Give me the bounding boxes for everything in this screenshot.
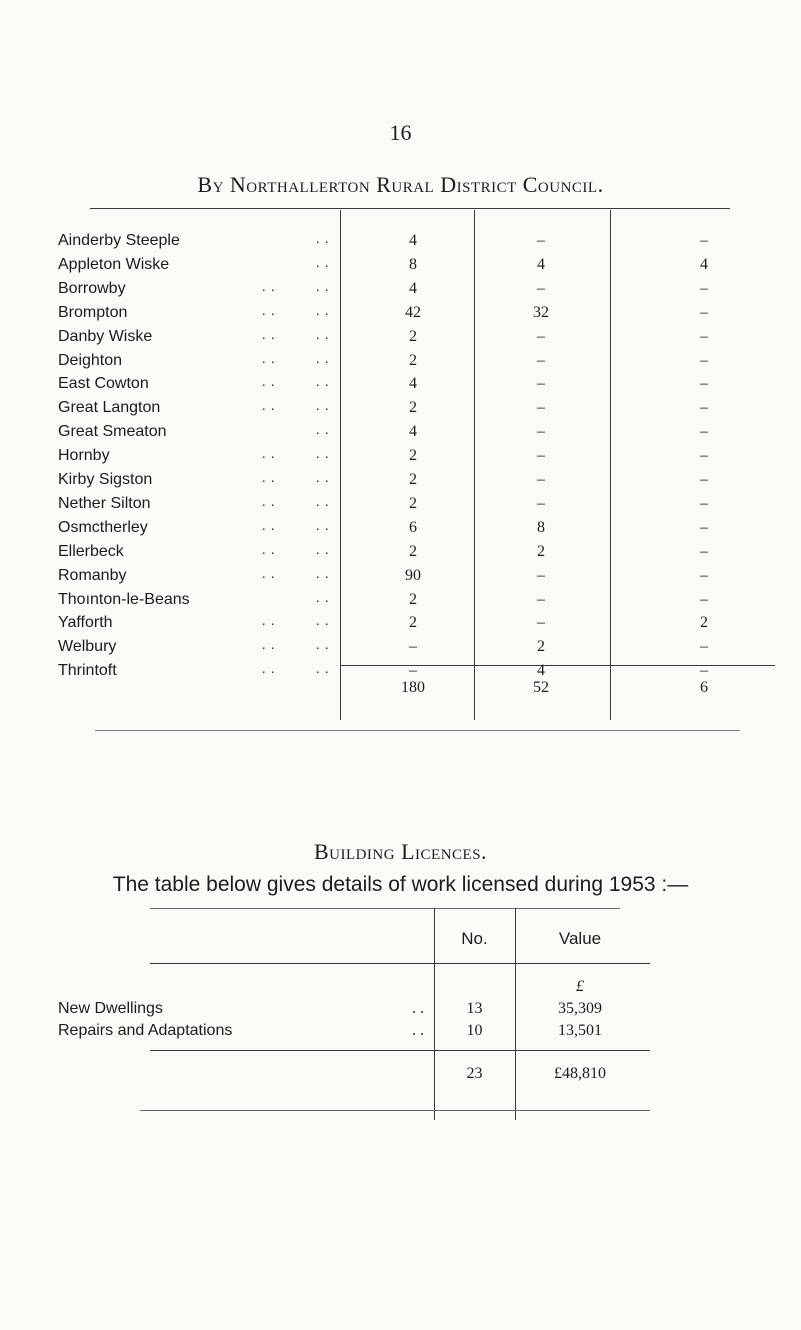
row-name: Ellerbeck bbox=[58, 542, 124, 560]
row-name: Thoınton-le-Beans bbox=[58, 590, 190, 608]
leader-dots: . . bbox=[262, 662, 276, 678]
table-bottom-rule bbox=[95, 730, 740, 731]
cell-c1: 2 bbox=[409, 494, 417, 512]
cell-c3: – bbox=[700, 494, 708, 512]
cell-c1: 4 bbox=[409, 279, 417, 297]
cell-c3: – bbox=[700, 590, 708, 608]
cell-c3: – bbox=[700, 447, 708, 465]
table-row bbox=[0, 543, 801, 567]
table-row bbox=[0, 638, 801, 662]
leader-dots: . . bbox=[316, 279, 330, 295]
total-c2: 52 bbox=[533, 679, 549, 696]
leader-dots: . . bbox=[316, 566, 330, 582]
table-row bbox=[0, 399, 801, 423]
header-rule bbox=[150, 963, 650, 964]
row-no: 10 bbox=[466, 1022, 483, 1039]
cell-c3: – bbox=[700, 518, 708, 536]
leader-dots: . . bbox=[316, 518, 330, 534]
cell-c2: – bbox=[537, 232, 545, 249]
cell-c3: – bbox=[700, 471, 708, 488]
cell-c2: 8 bbox=[537, 518, 545, 536]
leader-dots: . . bbox=[316, 375, 330, 391]
cell-c2: – bbox=[537, 327, 545, 345]
cell-c2: – bbox=[537, 566, 545, 584]
table-row bbox=[0, 232, 801, 256]
cell-c1: – bbox=[409, 638, 417, 656]
cell-c1: 8 bbox=[409, 255, 417, 273]
row-no: 13 bbox=[466, 1000, 483, 1017]
row-label: New Dwellings bbox=[58, 1000, 163, 1017]
cell-c2: – bbox=[537, 351, 545, 369]
totals-row bbox=[0, 679, 801, 703]
row-name: Borrowby bbox=[58, 279, 126, 297]
cell-c1: 42 bbox=[405, 303, 421, 321]
cell-c2: – bbox=[537, 375, 545, 393]
row-name: Deighton bbox=[58, 351, 123, 369]
cell-c2: 2 bbox=[537, 542, 545, 560]
row-name: Danby Wiske bbox=[58, 327, 153, 345]
total-no: 23 bbox=[466, 1065, 483, 1082]
table-top-rule bbox=[90, 208, 730, 209]
row-name: Appleton Wiske bbox=[58, 255, 170, 273]
cell-c3: – bbox=[700, 303, 708, 321]
leader-dots: . . bbox=[316, 590, 330, 606]
leader-dots: . . bbox=[316, 494, 330, 510]
table-row bbox=[0, 567, 801, 591]
total-c1: 180 bbox=[401, 679, 425, 696]
cell-c3: – bbox=[700, 279, 708, 297]
leader-dots: . . bbox=[316, 255, 330, 271]
row-name: Brompton bbox=[58, 303, 128, 321]
leader-dots: . . bbox=[262, 471, 276, 486]
cell-c3: 2 bbox=[700, 614, 708, 632]
cell-c1: 2 bbox=[409, 327, 417, 345]
row-name: Romanby bbox=[58, 566, 127, 584]
cell-c1: 2 bbox=[409, 399, 417, 417]
total-c3: 6 bbox=[700, 679, 708, 696]
cell-c3: – bbox=[700, 566, 708, 584]
table-row bbox=[0, 591, 801, 615]
row-value: 35,309 bbox=[558, 1000, 602, 1017]
leader-dots: . . bbox=[316, 399, 330, 415]
page-number: 16 bbox=[389, 120, 412, 145]
totals-rule bbox=[150, 1050, 650, 1051]
table-row bbox=[0, 352, 801, 376]
cell-c2: – bbox=[537, 471, 545, 488]
leader-dots: . . bbox=[316, 662, 330, 678]
leader-dots: . . bbox=[262, 447, 276, 463]
cell-c3: – bbox=[700, 542, 708, 560]
leader-dots: . . bbox=[316, 232, 330, 247]
row-name: Hornby bbox=[58, 447, 110, 465]
total-value: £48,810 bbox=[554, 1065, 606, 1082]
row-name: Welbury bbox=[58, 638, 117, 656]
cell-c1: 2 bbox=[409, 614, 417, 632]
cell-c2: 4 bbox=[537, 662, 545, 680]
row-name: Kirby Sigston bbox=[58, 471, 153, 488]
row-name: Nether Silton bbox=[58, 494, 151, 512]
table-row bbox=[0, 471, 801, 495]
cell-c1: 6 bbox=[409, 518, 417, 536]
cell-c1: 4 bbox=[409, 375, 417, 393]
table-row bbox=[0, 423, 801, 447]
cell-c1: 90 bbox=[405, 566, 421, 584]
leader-dots: . . bbox=[262, 638, 276, 654]
leader-dots: . . bbox=[262, 303, 276, 319]
row-label: Repairs and Adaptations bbox=[58, 1022, 233, 1039]
header-no: No. bbox=[461, 929, 488, 948]
table-row bbox=[0, 614, 801, 638]
cell-c2: – bbox=[537, 447, 545, 465]
leader-dots: . . bbox=[262, 494, 276, 510]
cell-c1: 2 bbox=[409, 447, 417, 465]
leader-dots: . . bbox=[262, 375, 276, 391]
table-row bbox=[0, 304, 801, 328]
intro-text: The table below gives details of work licensed during 1953 :— bbox=[112, 873, 689, 896]
row-name: East Cowton bbox=[58, 375, 149, 393]
row-dots: . . bbox=[412, 1022, 424, 1039]
header-value: Value bbox=[558, 929, 602, 948]
cell-c2: – bbox=[537, 614, 545, 632]
table-row bbox=[0, 256, 801, 280]
cell-c2: – bbox=[537, 590, 545, 608]
table-bottom-rule bbox=[140, 1110, 650, 1111]
leader-dots: . . bbox=[262, 351, 276, 367]
cell-c3: – bbox=[700, 351, 708, 369]
cell-c1: 2 bbox=[409, 351, 417, 369]
cell-c3: – bbox=[700, 375, 708, 393]
cell-c3: – bbox=[700, 327, 708, 345]
leader-dots: . . bbox=[316, 471, 330, 486]
leader-dots: . . bbox=[262, 327, 276, 343]
leader-dots: . . bbox=[262, 279, 276, 295]
row-name: Great Smeaton bbox=[58, 423, 167, 441]
leader-dots: . . bbox=[316, 638, 330, 654]
table-row bbox=[0, 280, 801, 304]
leader-dots: . . bbox=[316, 423, 330, 439]
table-row bbox=[0, 495, 801, 519]
cell-c1: 2 bbox=[409, 542, 417, 560]
cell-c3: 4 bbox=[700, 255, 708, 273]
row-name: Ainderby Steeple bbox=[58, 232, 180, 249]
cell-c3: – bbox=[700, 423, 708, 441]
leader-dots: . . bbox=[316, 614, 330, 630]
leader-dots: . . bbox=[262, 542, 276, 558]
row-dots: . . bbox=[412, 1000, 424, 1017]
table-row bbox=[0, 375, 801, 399]
leader-dots: . . bbox=[262, 566, 276, 582]
table-top-rule bbox=[150, 908, 620, 909]
cell-c1: 2 bbox=[409, 590, 417, 608]
row-value: 13,501 bbox=[558, 1022, 602, 1039]
cell-c2: – bbox=[537, 279, 545, 297]
leader-dots: . . bbox=[262, 614, 276, 630]
cell-c3: – bbox=[700, 662, 708, 680]
cell-c2: – bbox=[537, 399, 545, 417]
page-title: By Northallerton Rural District Council. bbox=[197, 172, 604, 197]
cell-c3: – bbox=[700, 232, 708, 249]
currency-symbol: £ bbox=[576, 978, 584, 995]
leader-dots: . . bbox=[316, 542, 330, 558]
table-row bbox=[0, 447, 801, 471]
leader-dots: . . bbox=[316, 327, 330, 343]
leader-dots: . . bbox=[262, 518, 276, 534]
cell-c1: – bbox=[409, 662, 417, 680]
cell-c2: 32 bbox=[533, 303, 549, 321]
row-name: Great Langton bbox=[58, 399, 161, 417]
row-name: Thrintoft bbox=[58, 662, 117, 680]
leader-dots: . . bbox=[316, 351, 330, 367]
cell-c3: – bbox=[700, 399, 708, 417]
cell-c1: 4 bbox=[409, 232, 417, 249]
cell-c1: 4 bbox=[409, 423, 417, 441]
leader-dots: . . bbox=[262, 399, 276, 415]
leader-dots: . . bbox=[316, 303, 330, 319]
cell-c2: – bbox=[537, 423, 545, 441]
cell-c2: – bbox=[537, 494, 545, 512]
table-row bbox=[0, 328, 801, 352]
row-name: Yafforth bbox=[58, 614, 113, 632]
cell-c3: – bbox=[700, 638, 708, 656]
cell-c2: 2 bbox=[537, 638, 545, 656]
row-name: Osmctherley bbox=[58, 518, 148, 536]
table-row bbox=[0, 519, 801, 543]
section-title: Building Licences. bbox=[313, 839, 488, 864]
cell-c2: 4 bbox=[537, 255, 545, 273]
cell-c1: 2 bbox=[409, 471, 417, 488]
leader-dots: . . bbox=[316, 447, 330, 463]
